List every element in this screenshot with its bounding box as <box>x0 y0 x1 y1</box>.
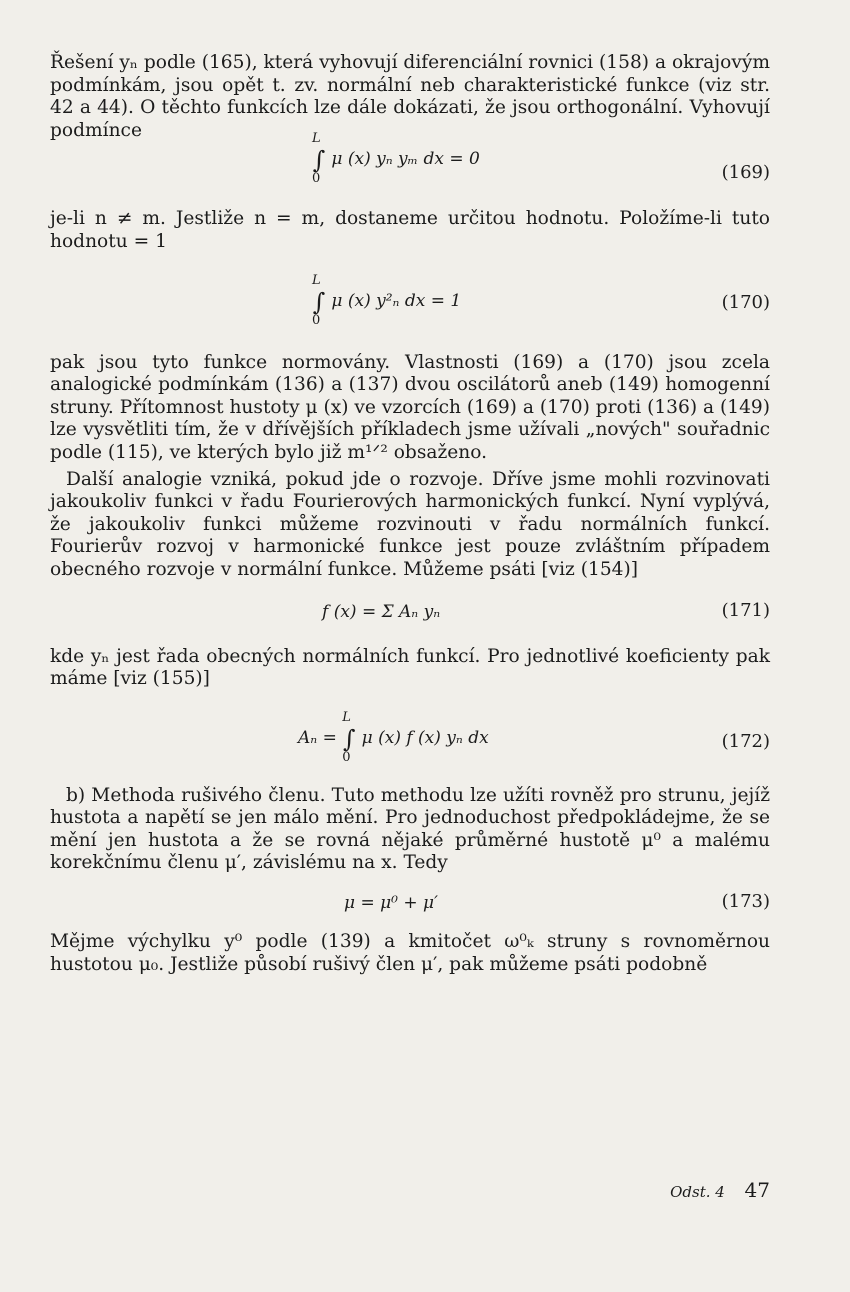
paragraph-7: Mějme výchylku y⁰ podle (139) a kmitočet ω⁰ₖ struny s rovnoměrnou hustotou μ₀. Jestliže působí rušivý člen μ′, pak můžeme psáti podobně <box>50 931 770 975</box>
equation-number: (173) <box>721 891 770 913</box>
paragraph-4: Další analogie vzniká, pokud jde o rozvoje. Dříve jsme mohli rozvinovati jakoukoliv funkci v řadu Fourierových harmonických funkcí. Nyní vyplývá, že jakoukoliv funkci můžeme rozvinouti v řadu normálních funkcí. Fourierův rozvoj v harmonické funkce jest pouze zvláštním případem obecného rozvoje v normální funkce. Můžeme psáti [viz (154)] <box>50 468 770 580</box>
paragraph-1: Řešení yₙ podle (165), která vyhovují diferenciální rovnici (158) a okrajovým podmínkám, jsou opět t. zv. normální neb charakteristické funkce (viz str. 42 a 44). O těchto funkcích lze dále dokázati, že jsou orthogonální. Vyhovují podmínce <box>50 52 770 141</box>
equation-expression: μ (x) f (x) yₙ dx <box>361 727 489 748</box>
equation-expression: μ (x) yₙ yₘ dx = 0 <box>331 149 480 170</box>
integral-upper-limit: L <box>312 131 321 147</box>
integral-sign: ∫ L 0 <box>312 272 326 328</box>
paragraph-6: b) Methoda rušivého členu. Tuto methodu lze užíti rovněž pro strunu, jejíž hustota a napětí se jen málo mění. Pro jednoduchost předpokládejme, že se mění jen hustota a že se rovná nějaké průměrné hustotě μ⁰ a malému korekčnímu členu μ′, závislému na x. Tedy <box>50 784 770 874</box>
integral-sign: ∫ L 0 <box>342 709 356 765</box>
equation-170 <box>50 272 770 346</box>
equation-number: (170) <box>721 291 770 313</box>
equation-number: (171) <box>721 599 770 621</box>
paragraph-3: pak jsou tyto funkce normovány. Vlastnosti (169) a (170) jsou zcela analogické podmínkám (136) a (137) dvou oscilátorů aneb (149) homogenní struny. Přítomnost hustoty μ (x) ve vzorcích (169) a (170) proti (136) a (149) lze vysvětliti tím, že v dřívějších příkladech jsme užívali „nových" souřadnic podle (115), ve kterých bylo již m¹ᐟ² obsaženo. <box>50 351 770 463</box>
paragraph-2: je-li n ≠ m. Jestliže n = m, dostaneme určitou hodnotu. Položíme-li tuto hodnotu = 1 <box>50 208 770 252</box>
integral-lower-limit: 0 <box>312 171 321 187</box>
section-label: Odst. 4 <box>670 1183 725 1201</box>
integral-sign: ∫ L 0 <box>312 131 326 187</box>
equation-172 <box>50 709 770 785</box>
equation-number: (169) <box>721 162 770 184</box>
equation-number: (172) <box>721 730 770 752</box>
page-number: 47 <box>744 1178 770 1202</box>
integral-lower-limit: 0 <box>312 312 321 328</box>
equation-169 <box>50 131 770 208</box>
integral-lower-limit: 0 <box>342 749 351 765</box>
equation-expression: μ = μ⁰ + μ′ <box>344 893 438 914</box>
equation-173 <box>50 885 770 931</box>
equation-expression: μ (x) y²ₙ dx = 1 <box>331 290 462 311</box>
equation-171 <box>50 596 770 646</box>
integral-upper-limit: L <box>312 272 321 288</box>
integral-upper-limit: L <box>342 709 351 725</box>
equation-expression: f (x) = Σ Aₙ yₙ <box>322 601 441 622</box>
equation-lhs: Aₙ = <box>298 727 337 748</box>
page-footer <box>670 1178 770 1202</box>
paragraph-5: kde yₙ jest řada obecných normálních funkcí. Pro jednotlivé koeficienty pak máme [viz (155)] <box>50 645 770 690</box>
